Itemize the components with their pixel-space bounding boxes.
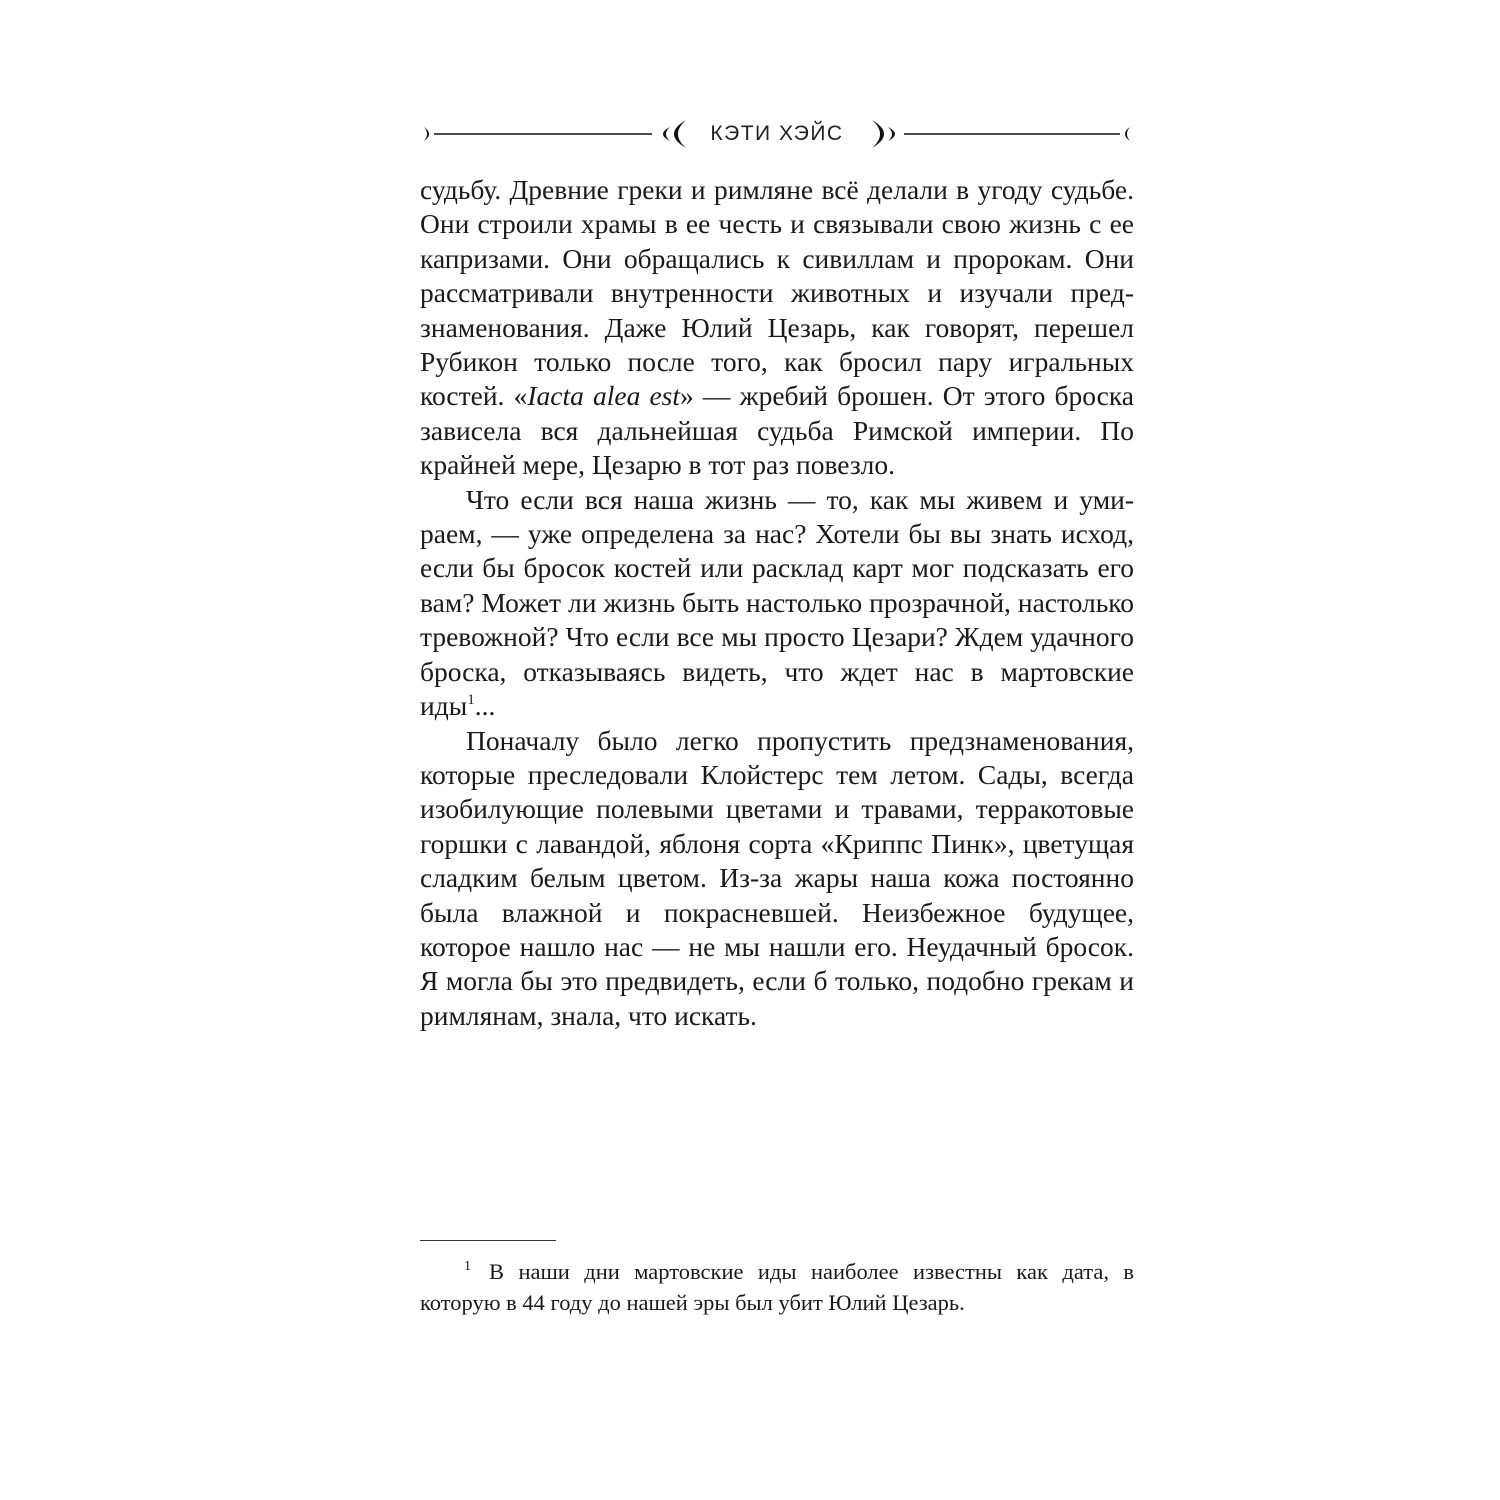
paragraph-2-text-b: ... <box>474 690 496 722</box>
footnote-reference[interactable]: 1 <box>467 692 475 709</box>
paragraph-2 <box>420 483 1134 724</box>
paragraph-2-text-a: Что если вся наша жизнь — то, как мы живем и умираем, — уже определена за нас? Хотели бы вы знать исход, если бы бросок костей или расклад карт мог подсказать его вам? Может ли жизнь быть настолько прозрачной, настолько тревожной? Что если все мы просто Цезари? Ждем удачного броска, отказываясь видеть, что ждет нас в мартовские иды <box>420 483 1134 722</box>
footnote <box>420 1256 1134 1318</box>
paragraph-3 <box>420 724 1134 1034</box>
paragraph-3-text: Поначалу было легко пропустить предзнаменования, которые преследовали Клойстерс тем летом. Сады, всегда изобилующие полевыми цветами и травами, терракотовые горшки с лавандой, яблоня сорта «Криппс Пинк», цветущая сладким белым цветом. Из-за жары наша кожа постоянно была влажной и покрасневшей. Неизбежное будущее, которое нашло нас — не мы нашли его. Неудачный бросок. Я могла бы это предвидеть, если б только, подобно грекам и римлянам, знала, что искать. <box>420 724 1134 1031</box>
body-text <box>420 173 1134 1033</box>
running-header-title: КЭТИ ХЭЙС <box>710 122 844 145</box>
paragraph-1 <box>420 173 1134 483</box>
footnote-separator <box>420 1240 556 1241</box>
book-page <box>420 100 1134 1400</box>
paragraph-1-text-a: судьбу. Древние греки и римляне всё делали в угоду судьбе. Они строили храмы в ее честь и связывали свою жизнь с ее капризами. Они обращались к сивиллам и пророкам. Они рассматривали внутренности животных и изучали предзнаменования. Даже Юлий Цезарь, как говорят, перешел Рубикон только после того, как бросил пару игральных костей. « <box>420 174 1134 412</box>
footnote-marker: 1 <box>464 1259 471 1274</box>
footnote-text: В наши дни мартовские иды наиболее известны как дата, в которую в 44 году до нашей эры был убит Юлий Цезарь. <box>420 1259 1134 1315</box>
paragraph-1-text-b: » — жребий брошен. От этого броска зависела вся дальнейшая судьба Римской империи. По крайней мере, Цезарю в тот раз повезло. <box>420 380 1134 481</box>
running-header <box>420 114 1134 154</box>
latin-phrase: Iacta alea est <box>527 380 681 412</box>
